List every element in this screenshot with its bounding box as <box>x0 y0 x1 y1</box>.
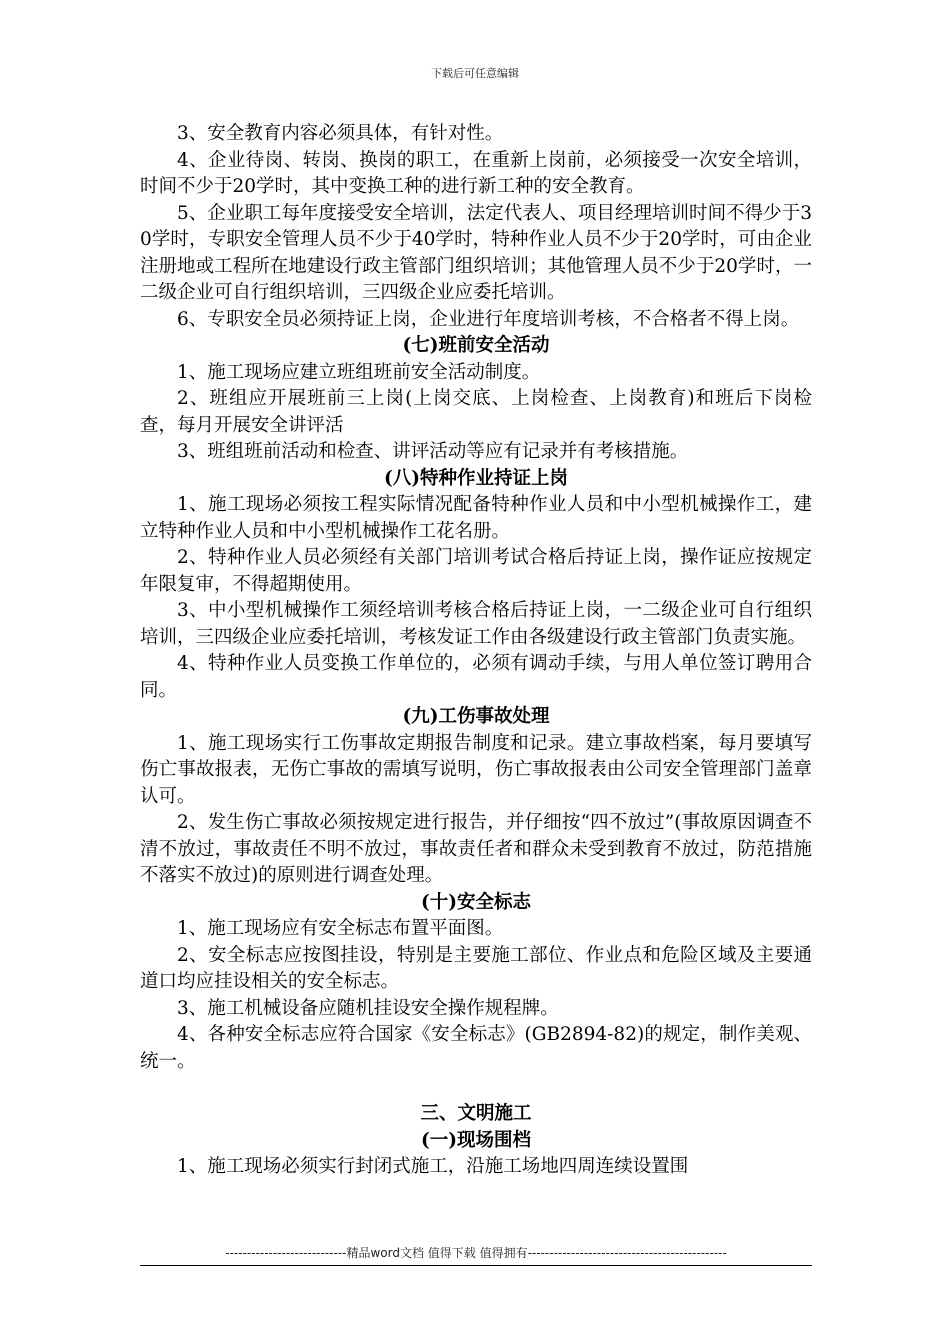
paragraph: 2、发生伤亡事故必须按规定进行报告，并仔细按“四不放过”(事故原因调查不清不放过，事故责任不明不放过，事故责任者和群众未受到教育不放过，防范措施不落实不放过)的原则进行调查处理。 <box>140 812 812 886</box>
page-header: 下载后可任意编辑 <box>431 67 519 80</box>
footer-text: ----------------------------精品word文档 值得下载 值得拥有---------------------------------------------- <box>225 1246 727 1260</box>
section-heading: (七)班前安全活动 <box>402 335 550 356</box>
section-heading: (一)现场围档 <box>420 1129 531 1151</box>
paragraph: 5、企业职工每年度接受安全培训，法定代表人、项目经理培训时间不得少于30学时，专职安全管理人员不少于40学时，特种作业人员不少于20学时，可由企业注册地或工程所在地建设行政主管部门组织培训；其他管理人员不少于20学时，一二级企业可自行组织培训，三四级企业应委托培训。 <box>140 202 812 303</box>
paragraph: 1、施工现场应建立班组班前安全活动制度。 <box>177 361 541 383</box>
paragraph: 4、企业待岗、转岗、换岗的职工，在重新上岗前，必须接受一次安全培训，时间不少于20学时，其中变换工种的进行新工种的安全教育。 <box>140 149 812 197</box>
section-heading: (八)特种作业持证上岗 <box>383 467 568 489</box>
paragraph: 6、专职安全员必须持证上岗，企业进行年度培训考核，不合格者不得上岗。 <box>177 308 800 330</box>
paragraph: 2、特种作业人员必须经有关部门培训考试合格后持证上岗，操作证应按规定年限复审，不得超期使用。 <box>140 547 812 595</box>
paragraph: 1、施工现场必须实行封闭式施工，沿施工场地四周连续设置围 <box>177 1156 689 1177</box>
section-heading: (十)安全标志 <box>420 891 531 913</box>
paragraph: 3、安全教育内容必须具体，有针对性。 <box>177 123 504 144</box>
paragraph: 3、班组班前活动和检查、讲评活动等应有记录并有考核措施。 <box>177 441 689 462</box>
paragraph: 3、施工机械设备应随机挂设安全操作规程牌。 <box>177 997 559 1019</box>
footer-divider <box>140 1265 812 1266</box>
paragraph: 4、各种安全标志应符合国家《安全标志》(GB2894-82)的规定，制作美观、统一。 <box>140 1024 812 1072</box>
paragraph: 1、施工现场必须按工程实际情况配备特种作业人员和中小型机械操作工，建立特种作业人员和中小型机械操作工花名册。 <box>140 494 812 542</box>
paragraph: 1、施工现场应有安全标志布置平面图。 <box>177 918 504 939</box>
paragraph: 2、安全标志应按图挂设，特别是主要施工部位、作业点和危险区域及主要通道口均应挂设相关的安全标志。 <box>140 944 812 992</box>
section-heading: (九)工伤事故处理 <box>402 706 550 727</box>
chapter-heading: 三、文明施工 <box>420 1103 532 1124</box>
paragraph: 4、特种作业人员变换工作单位的，必须有调动手续，与用人单位签订聘用合同。 <box>140 653 812 701</box>
paragraph: 2、班组应开展班前三上岗(上岗交底、上岗检查、上岗教育)和班后下岗检查，每月开展安全讲评活 <box>140 388 812 436</box>
document-body <box>140 121 812 1181</box>
page-footer <box>140 1244 812 1266</box>
paragraph: 3、中小型机械操作工须经培训考核合格后持证上岗，一二级企业可自行组织培训，三四级企业应委托培训，考核发证工作由各级建设行政主管部门负责实施。 <box>140 600 812 648</box>
paragraph: 1、施工现场实行工伤事故定期报告制度和记录。建立事故档案，每月要填写伤亡事故报表，无伤亡事故的需填写说明，伤亡事故报表由公司安全管理部门盖章认可。 <box>140 732 812 807</box>
